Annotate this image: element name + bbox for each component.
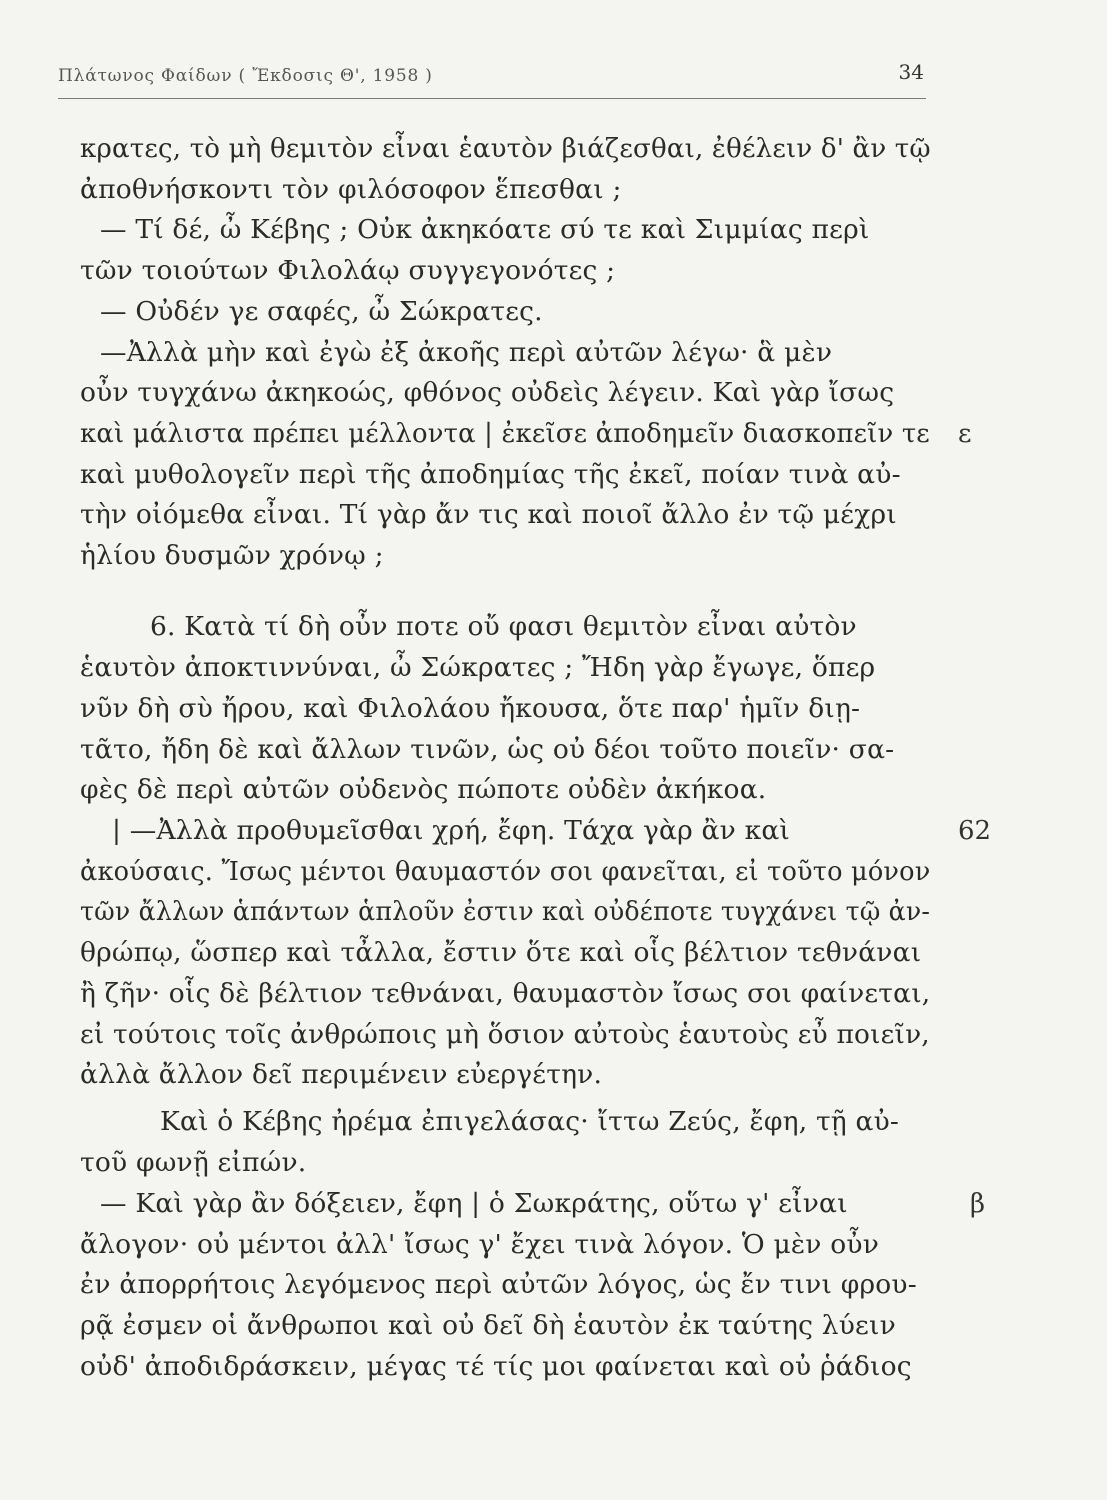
running-header bbox=[58, 58, 926, 99]
text-line: κρατες, τὸ μὴ θεμιτὸν εἶναι ἑαυτὸν βιάζεσθαι, ἐθέλειν δ' ἂν τῷ bbox=[80, 133, 931, 164]
text-line: ἀλλὰ ἄλλον δεῖ περιμένειν εὐεργέτην. bbox=[80, 1059, 603, 1090]
text-line: ἑαυτὸν ἀποκτιννύναι, ὦ Σώκρατες ; Ἤδη γὰρ ἔγωγε, ὅπερ bbox=[80, 652, 876, 683]
text-line: 6. Κατὰ τί δὴ οὖν ποτε οὔ φασι θεμιτὸν εἶναι αὐτὸν bbox=[150, 611, 857, 642]
text-line: εἰ τούτοις τοῖς ἀνθρώποις μὴ ὅσιον αὐτοὺς ἑαυτοὺς εὖ ποιεῖν, bbox=[80, 1019, 930, 1050]
text-line: ἀποθνήσκοντι τὸν φιλόσοφον ἕπεσθαι ; bbox=[80, 174, 622, 205]
text-line: φὲς δὲ περὶ αὐτῶν οὐδενὸς πώποτε οὐδὲν ἀκήκοα. bbox=[80, 774, 767, 805]
text-line: τὴν οἰόμεθα εἶναι. Τί γὰρ ἄν τις καὶ ποιοῖ ἄλλο ἐν τῷ μέχρι bbox=[80, 499, 897, 530]
text-line: ρᾷ ἐσμεν οἱ ἄνθρωποι καὶ οὐ δεῖ δὴ ἑαυτὸν ἐκ ταύτης λύειν bbox=[80, 1310, 896, 1341]
text-line: καὶ μυθολογεῖν περὶ τῆς ἀποδημίας τῆς ἐκεῖ, ποίαν τινὰ αὐ- bbox=[80, 459, 901, 490]
text-line: τῶν τοιούτων Φιλολάῳ συγγεγονότες ; bbox=[80, 255, 616, 286]
text-line: —Ἀλλὰ μὴν καὶ ἐγὼ ἐξ ἀκοῆς περὶ αὐτῶν λέγω· ἃ μὲν bbox=[100, 337, 833, 368]
text-line: θρώπῳ, ὥσπερ καὶ τἆλλα, ἔστιν ὅτε καὶ οἷς βέλτιον τεθνάναι bbox=[80, 937, 922, 968]
text-line: τῶν ἄλλων ἁπάντων ἁπλοῦν ἐστιν καὶ οὐδέποτε τυγχάνει τῷ ἀν- bbox=[80, 896, 931, 927]
text-line: — Καὶ γὰρ ἂν δόξειεν, ἔφη | ὁ Σωκράτης, οὕτω γ' εἶναι bbox=[100, 1188, 848, 1219]
header-title: Πλάτωνος Φαίδων ( Ἔκδοσις Θ', 1958 ) bbox=[58, 66, 433, 86]
text-line: ἄλογον· οὐ μέντοι ἀλλ' ἴσως γ' ἔχει τινὰ λόγον. Ὁ μὲν οὖν bbox=[80, 1229, 880, 1260]
text-line: — Τί δέ, ὦ Κέβης ; Οὐκ ἀκηκόατε σύ τε καὶ Σιμμίας περὶ bbox=[100, 214, 870, 245]
page-number: 34 bbox=[898, 60, 924, 84]
text-line: ἀκούσαις. Ἴσως μέντοι θαυμαστόν σοι φανεῖται, εἰ τοῦτο μόνον bbox=[80, 856, 931, 887]
text-line: Καὶ ὁ Κέβης ἠρέμα ἐπιγελάσας· ἴττω Ζεύς, ἔφη, τῇ αὐ- bbox=[160, 1106, 900, 1137]
text-line: — Οὐδέν γε σαφές, ὦ Σώκρατες. bbox=[100, 296, 543, 327]
margin-mark-beta: β bbox=[970, 1189, 986, 1219]
text-line: οὖν τυγχάνω ἀκηκοώς, φθόνος οὐδεὶς λέγειν. Καὶ γὰρ ἴσως bbox=[80, 377, 895, 408]
text-line: τᾶτο, ἤδη δὲ καὶ ἄλλων τινῶν, ὡς οὐ δέοι τοῦτο ποιεῖν· σα- bbox=[80, 734, 895, 765]
text-line: οὐδ' ἀποδιδράσκειν, μέγας τέ τίς μοι φαίνεται καὶ οὐ ῥάδιος bbox=[80, 1351, 912, 1382]
text-line: καὶ μάλιστα πρέπει μέλλοντα | ἐκεῖσε ἀποδημεῖν διασκοπεῖν τε bbox=[80, 418, 930, 449]
margin-mark-stephanus-62: 62 bbox=[958, 816, 992, 846]
text-line: ἢ ζῆν· οἷς δὲ βέλτιον τεθνάναι, θαυμαστὸν ἴσως σοι φαίνεται, bbox=[80, 978, 931, 1009]
text-line: τοῦ φωνῇ εἰπών. bbox=[80, 1147, 307, 1178]
text-line: ἐν ἀπορρήτοις λεγόμενος περὶ αὐτῶν λόγος, ὡς ἔν τινι φρου- bbox=[80, 1269, 917, 1300]
text-line: ἡλίου δυσμῶν χρόνῳ ; bbox=[80, 540, 384, 571]
text-line: | —Ἀλλὰ προθυμεῖσθαι χρή, ἔφη. Τάχα γὰρ ἂν καὶ bbox=[112, 815, 791, 846]
margin-mark-epsilon: ε bbox=[958, 419, 972, 449]
text-line: νῦν δὴ σὺ ἤρου, καὶ Φιλολάου ἤκουσα, ὅτε παρ' ἡμῖν διῃ- bbox=[80, 693, 861, 724]
